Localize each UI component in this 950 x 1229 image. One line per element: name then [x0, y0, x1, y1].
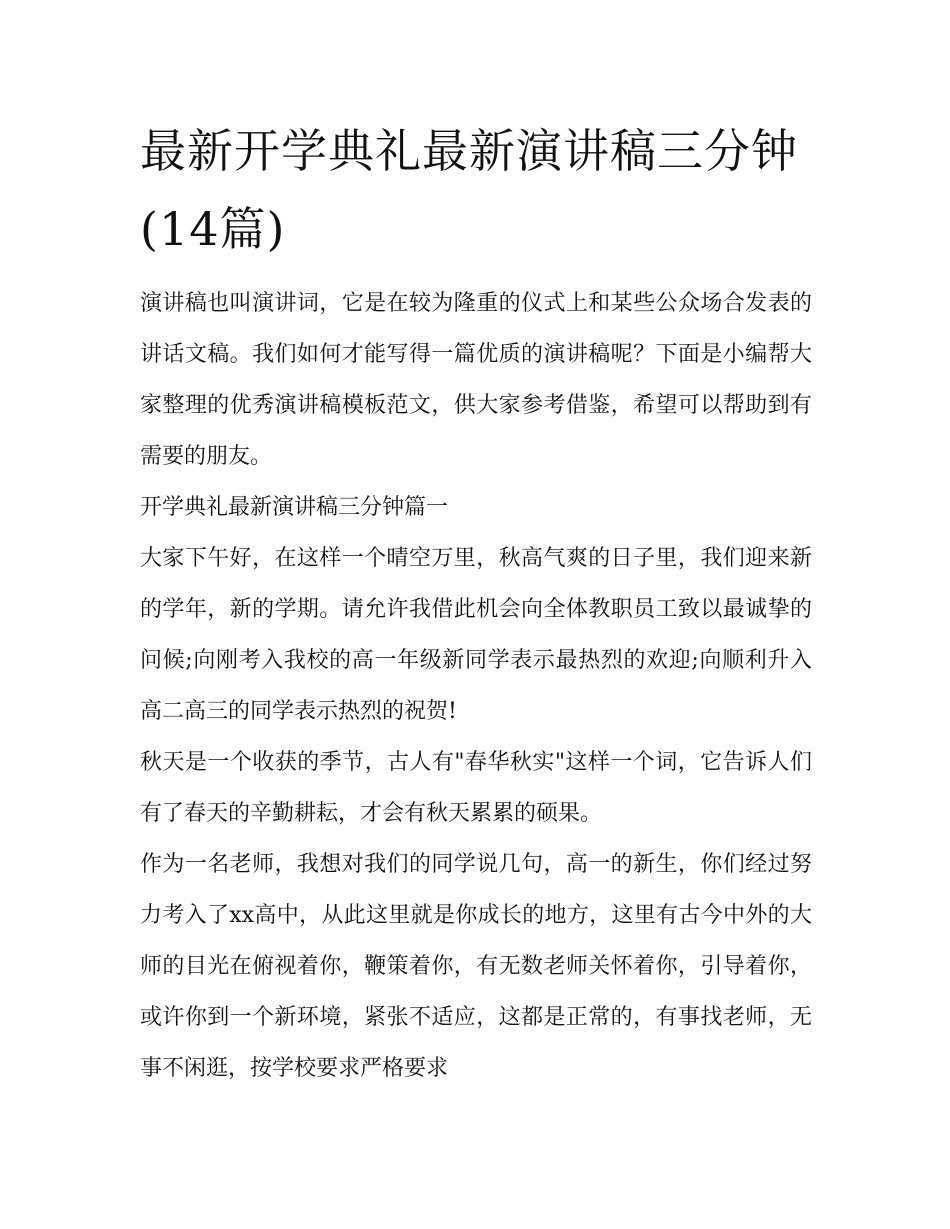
- section-heading: 开学典礼最新演讲稿三分钟篇一: [140, 495, 449, 520]
- document-title: 最新开学典礼最新演讲稿三分钟(14篇): [140, 124, 798, 256]
- intro-paragraph: 演讲稿也叫演讲词，它是在较为隆重的仪式上和某些公众场合发表的讲话文稿。我们如何才能写得一篇优质的演讲稿呢？下面是小编帮大家整理的优秀演讲稿模板范文，供大家参考借鉴，希望可以帮助到有需要的朋友。: [140, 291, 812, 469]
- body-paragraph: 作为一名老师，我想对我们的同学说几句，高一的新生，你们经过努力考入了xx高中，从此这里就是你成长的地方，这里有古今中外的大师的目光在俯视着你，鞭策着你，有无数老师关怀着你，引导着你，或许你到一个新环境，紧张不适应，这都是正常的，有事找老师，无事不闲逛，按学校要求严格要求: [140, 852, 812, 1081]
- body-paragraph: 秋天是一个收获的季节，古人有"春华秋实"这样一个词，它告诉人们有了春天的辛勤耕耘，才会有秋天累累的硕果。: [140, 750, 812, 826]
- body-paragraph: 大家下午好，在这样一个晴空万里，秋高气爽的日子里，我们迎来新的学年，新的学期。请允许我借此机会向全体教职员工致以最诚挚的问候;向刚考入我校的高一年级新同学表示最热烈的欢迎;向顺利升入高二高三的同学表示热烈的祝贺!: [140, 546, 812, 724]
- document-page: [140, 112, 812, 1094]
